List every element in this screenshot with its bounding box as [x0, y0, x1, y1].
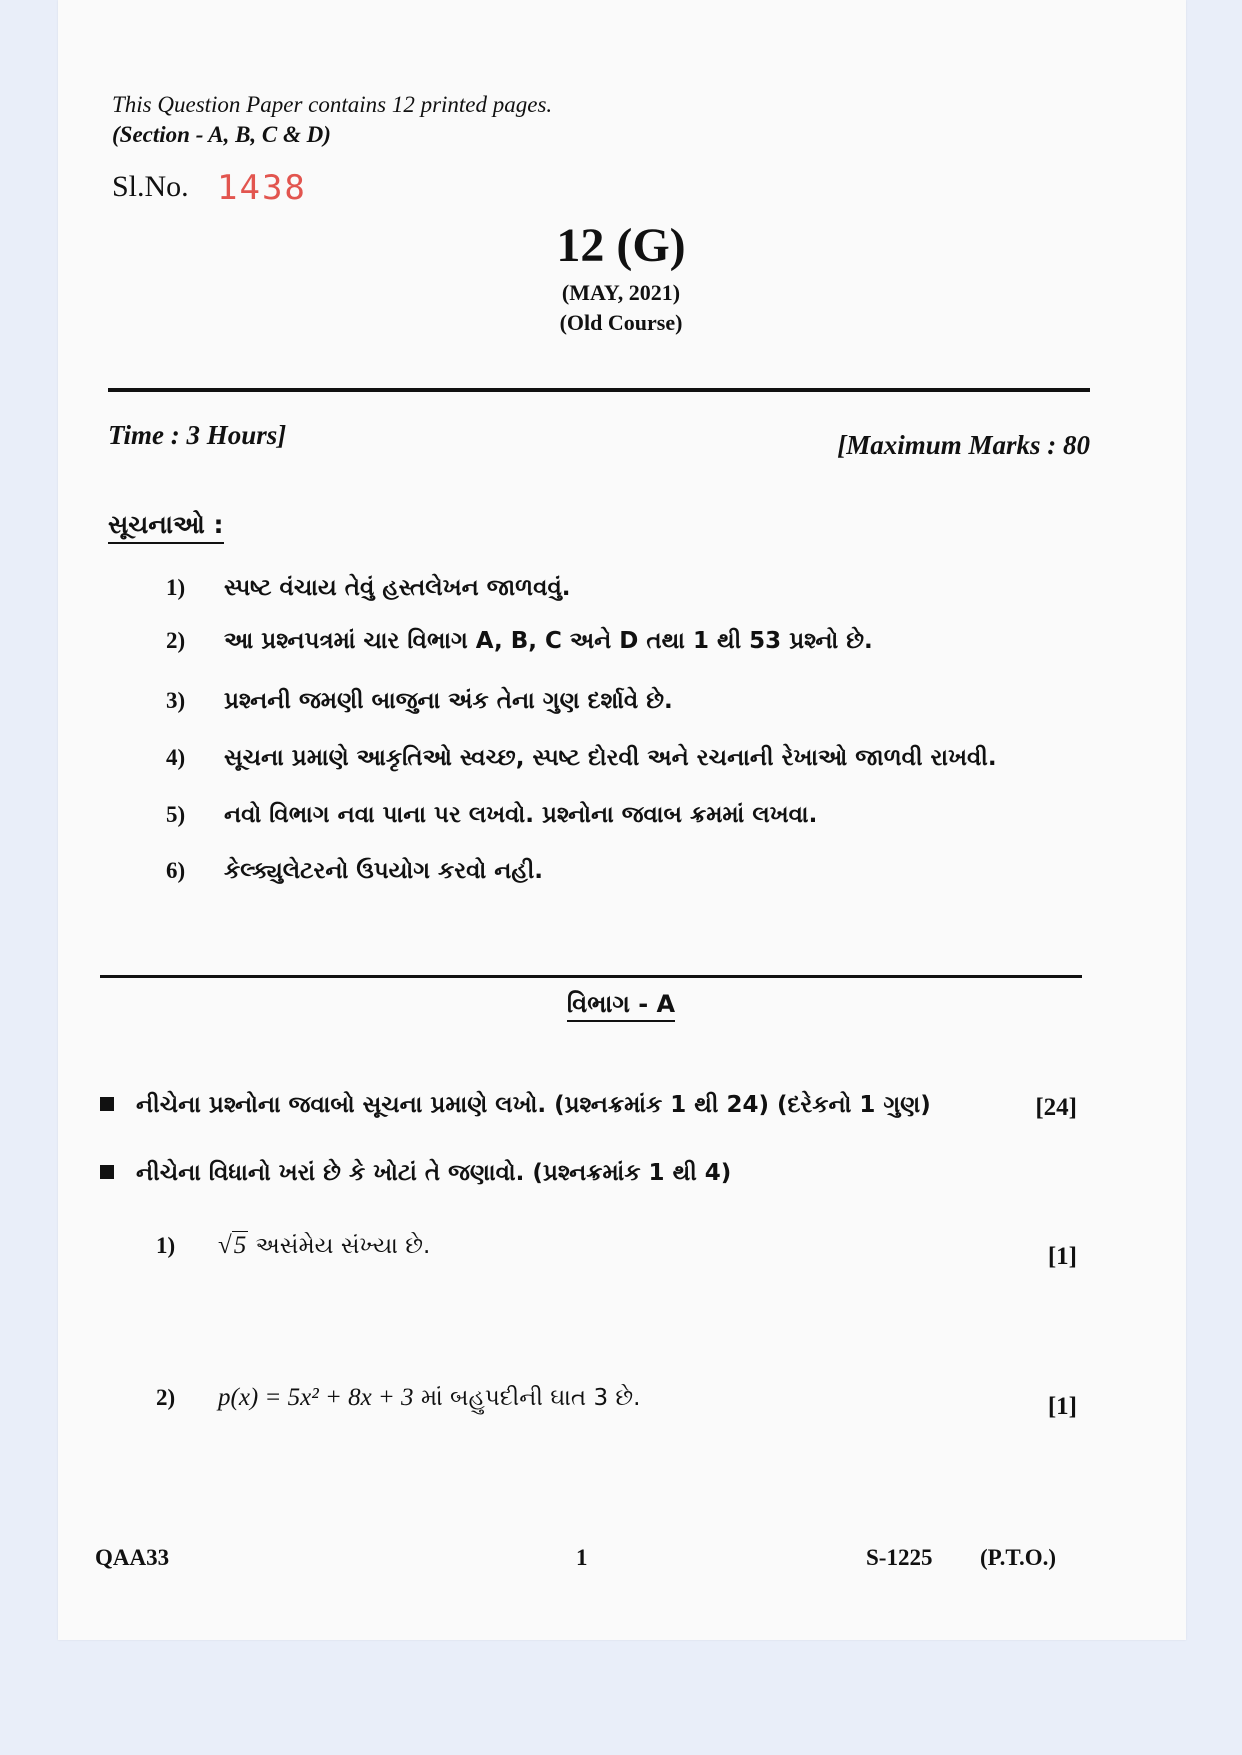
question-2: 2) p(x) = 5x² + 8x + 3 માં બહુપદીની ઘાત 3 છે. — [156, 1384, 641, 1411]
sections-note: (Section - A, B, C & D) — [112, 122, 331, 147]
instructions-divider — [100, 975, 1082, 978]
header-divider — [108, 388, 1090, 392]
question-2-marks: [1] — [1047, 1393, 1077, 1420]
polynomial-expression: p(x) = 5x² + 8x + 3 — [218, 1384, 414, 1411]
paper-code: 12 (G) — [556, 219, 686, 272]
footer-code: S-1225 — [866, 1545, 933, 1570]
section-a-total-marks: [24] — [1035, 1094, 1077, 1121]
section-a-title: વિભાગ - A — [0, 990, 1242, 1018]
exam-session: (MAY, 2021) — [561, 280, 681, 305]
maximum-marks: [Maximum Marks : 80 — [837, 430, 1090, 460]
section-a-directive: નીચેના પ્રશ્નોના જવાબો સૂચના પ્રમાણે લખો. (પ્રશ્નક્રમાંક 1 થી 24) (દરેકનો 1 ગુણ) — [100, 1092, 931, 1118]
time-allowed: Time : 3 Hours] — [108, 420, 287, 450]
square-bullet-icon — [100, 1097, 114, 1111]
pages-note: This Question Paper contains 12 printed pages. — [112, 92, 553, 117]
instruction-item: 1) સ્પષ્ટ વંચાય તેવું હસ્તલેખન જાળવવું. — [166, 575, 571, 601]
question-1-marks: [1] — [1047, 1243, 1077, 1270]
instruction-item: 5) નવો વિભાગ નવા પાના પર લખવો. પ્રશ્નોના જવાબ ક્રમમાં લખવા. — [166, 802, 818, 828]
question-1: 1) √5 અસંમેય સંખ્યા છે. — [156, 1232, 431, 1259]
instruction-item: 2) આ પ્રશ્નપત્રમાં ચાર વિભાગ A, B, C અને D તથા 1 થી 53 પ્રશ્નો છે. — [166, 628, 873, 654]
instruction-item: 6) કેલ્ક્યુલેટરનો ઉપયોગ કરવો નહી. — [166, 858, 544, 884]
serial-number-value: 1438 — [217, 168, 307, 208]
instructions-heading: સૂચનાઓ : — [108, 510, 224, 540]
sqrt-five: √5 — [218, 1232, 247, 1259]
please-turn-over: (P.T.O.) — [980, 1545, 1057, 1570]
page-number: 1 — [576, 1545, 588, 1570]
instruction-item: 4) સૂચના પ્રમાણે આકૃતિઓ સ્વચ્છ, સ્પષ્ટ દોરવી અને રચનાની રેખાઓ જાળવી રાખવી. — [166, 745, 997, 771]
instruction-item: 3) પ્રશ્નની જમણી બાજુના અંક તેના ગુણ દર્શાવે છે. — [166, 688, 673, 714]
serial-number-label: Sl.No. — [112, 170, 189, 203]
footer-paper-code: QAA33 — [95, 1545, 170, 1570]
square-bullet-icon — [100, 1165, 114, 1179]
course-type: (Old Course) — [559, 310, 683, 335]
true-false-directive: નીચેના વિધાનો ખરાં છે કે ખોટાં તે જણાવો. (પ્રશ્નક્રમાંક 1 થી 4) — [100, 1160, 731, 1186]
